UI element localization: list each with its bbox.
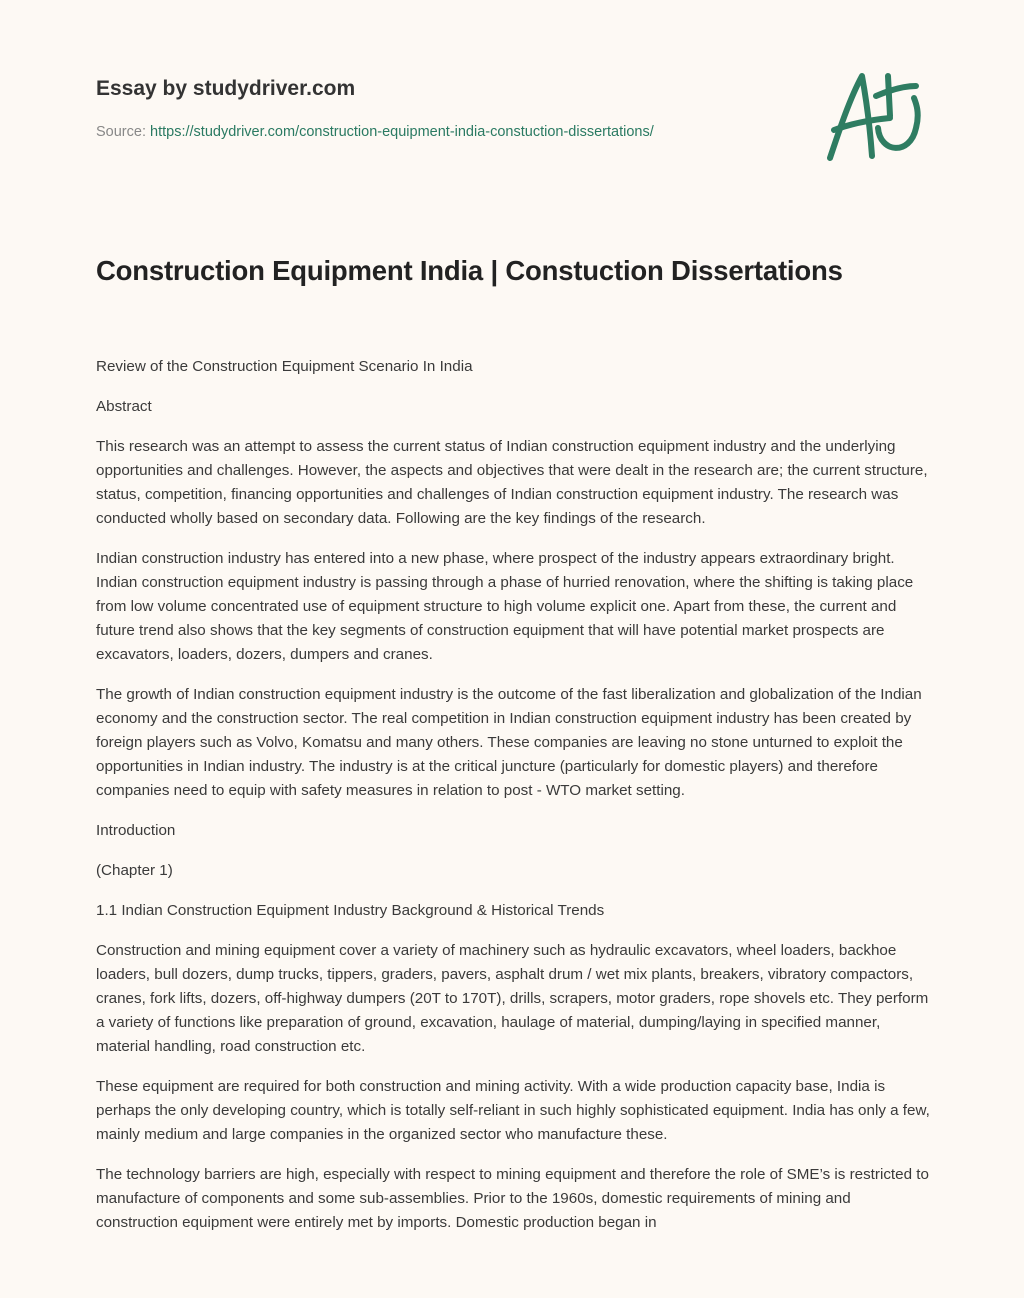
chapter-label: (Chapter 1)	[96, 862, 173, 879]
paragraph: This research was an attempt to assess the current status of Indian construction equipment industry and the underlying opportunities and challenges. However, the aspects and objectives that were dealt in the research are; the current structure, status, competition, financing opportunities and challenges of Indian construction equipment industry. The research was conducted wholly based on secondary data. Following are the key findings of the research.	[96, 438, 928, 527]
brand-title: Essay by studydriver.com	[96, 77, 356, 100]
paragraph: Indian construction industry has entered into a new phase, where prospect of the industry appears extraordinary bright. Indian construction equipment industry is passing through a phase of hurried renovation, where the shifting is taking place from low volume concentrated use of equipment structure to high volume explicit one. Apart from these, the current and future trend also shows that the key segments of construction equipment that will have potential market prospects are excavators, loaders, dozers, dumpers and cranes.	[96, 550, 914, 663]
a-plus-logo-icon	[820, 68, 930, 168]
essay-body	[96, 355, 930, 1251]
source-link[interactable]: https://studydriver.com/construction-equipment-india-constuction-dissertations/	[150, 124, 654, 140]
section-heading: Abstract	[96, 398, 152, 415]
section-heading: Introduction	[96, 822, 176, 839]
page-header	[0, 0, 1024, 200]
paragraph: The growth of Indian construction equipment industry is the outcome of the fast liberalization and globalization of the Indian economy and the construction sector. The real competition in Indian construction equipment industry has been created by foreign players such as Volvo, Komatsu and many others. These companies are leaving no stone unturned to exploit the opportunities in Indian industry. The industry is at the critical juncture (particularly for domestic players) and therefore companies need to equip with safety measures in relation to post - WTO market setting.	[96, 686, 922, 799]
source-line	[96, 124, 654, 140]
subtitle-paragraph: Review of the Construction Equipment Scenario In India	[96, 358, 473, 375]
essay-title: Construction Equipment India | Constuction Dissertations	[96, 255, 843, 286]
paragraph: The technology barriers are high, especially with respect to mining equipment and therefore the role of SME’s is restricted to manufacture of components and some sub-assemblies. Prior to the 1960s, domestic requirements of mining and construction equipment were entirely met by imports. Domestic production began in	[96, 1166, 929, 1231]
section-heading: 1.1 Indian Construction Equipment Industry Background & Historical Trends	[96, 902, 605, 919]
source-label: Source:	[96, 124, 146, 140]
paragraph: These equipment are required for both construction and mining activity. With a wide production capacity base, India is perhaps the only developing country, which is totally self-reliant in such highly sophisticated equipment. India has only a few, mainly medium and large companies in the organized sector who manufacture these.	[96, 1078, 930, 1143]
paragraph: Construction and mining equipment cover a variety of machinery such as hydraulic excavators, wheel loaders, backhoe loaders, bull dozers, dump trucks, tippers, graders, pavers, asphalt drum / wet mix plants, breakers, vibratory compactors, cranes, fork lifts, dozers, off-highway dumpers (20T to 170T), drills, scrapers, motor graders, rope shovels etc. They perform a variety of functions like preparation of ground, excavation, haulage of material, dumping/laying in specified manner, material handling, road construction etc.	[96, 942, 929, 1055]
